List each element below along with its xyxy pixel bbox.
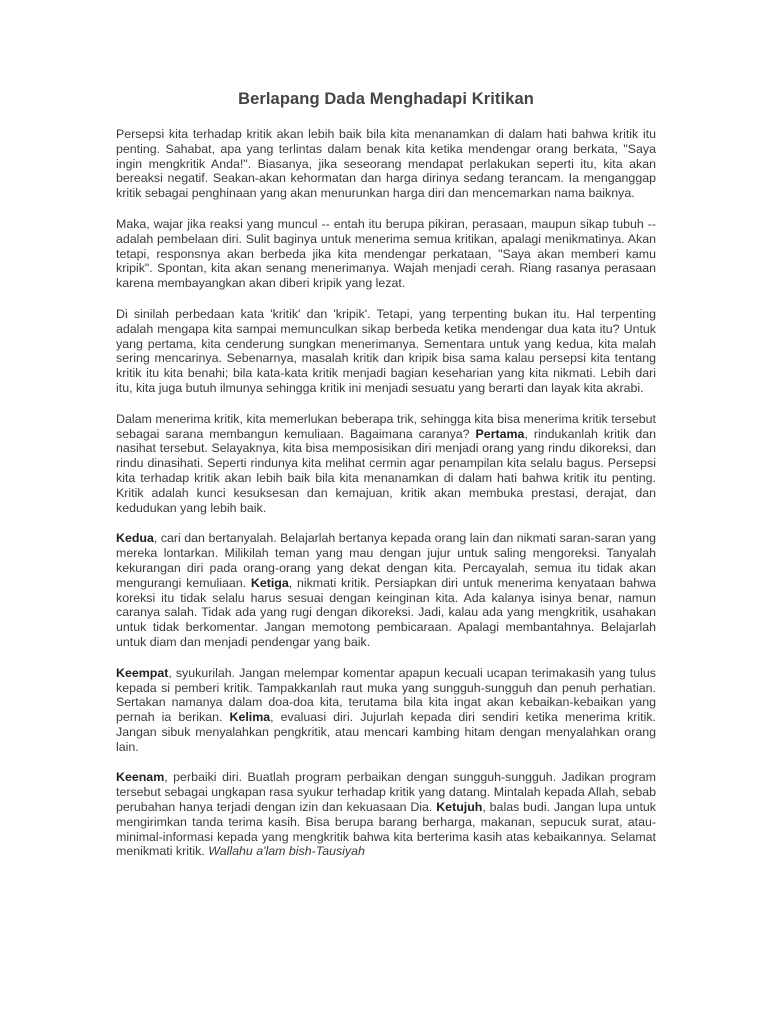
document-page: [116, 90, 656, 875]
paragraph-2: Maka, wajar jika reaksi yang muncul -- entah itu berupa pikiran, perasaan, maupun sikap tubuh -- adalah pembelaan diri. Sulit baginya untuk menerima semua kritikan, apalagi menikmatinya. Akan tetapi, responsnya akan berbeda jika kita mendengar perkataan, "Saya akan memberi kamu kripik". Spontan, kita akan senang menerimanya. Wajah menjadi cerah. Riang rasanya perasaan karena membayangkan akan diberi kripik yang lezat.: [116, 216, 656, 291]
keyword-ketujuh: Ketujuh: [436, 800, 483, 815]
keyword-keenam: Keenam: [116, 770, 165, 785]
keyword-keempat: Keempat: [116, 665, 169, 680]
paragraph-4-text: Dalam menerima kritik, kita memerlukan beberapa trik, sehingga kita bisa menerima kritik tersebut sebagai sarana membangun kemuliaan. Bagaimana caranya?: [116, 411, 656, 441]
closing-phrase: Wallahu a'lam bish-Tausiyah: [208, 844, 365, 859]
paragraph-6-text: , evaluasi diri. Jujurlah kepada diri sendiri ketika menerima kritik. Jangan sibuk menyalahkan pengkritik, atau mencari kambing hitam dengan menyalahkan orang lain.: [116, 710, 656, 754]
paragraph-5: [116, 531, 656, 649]
paragraph-7-text: , balas budi. Jangan lupa untuk mengirimkan tanda terima kasih. Bisa berupa barang berharga, makanan, sepucuk surat, atau-minimal-informasi kepada yang mengkritik bahwa kita berterima kasih atas kebaikannya. Selamat menikmati kritik.: [116, 800, 656, 859]
paragraph-6-text: , syukurilah. Jangan melempar komentar apapun kecuali ucapan terimakasih yang tulus kepada si pemberi kritik. Tampakkanlah raut muka yang sungguh-sungguh dan penuh perhatian. Sertakan namanya dalam doa-doa kita, terutama bila kita ingat akan kebaikan-kebaikan yang pernah ia berikan.: [116, 665, 656, 725]
paragraph-1: Persepsi kita terhadap kritik akan lebih baik bila kita menanamkan di dalam hati bahwa kritik itu penting. Sahabat, apa yang terlintas dalam benak kita ketika mendengar orang berkata, "Saya ingin mengkritik Anda!". Biasanya, jika seseorang mendapat perlakukan seperti itu, kita akan bereaksi negatif. Seakan-akan kehormatan dan harga dirinya sedang terancam. Ia menganggap kritik sebagai penghinaan yang akan menurunkan harga diri dan mencemarkan nama baiknya.: [116, 127, 656, 201]
paragraph-5-text: , cari dan bertanyalah. Belajarlah bertanya kepada orang lain dan nikmati saran-saran yang mereka lontarkan. Milikilah teman yang mau dengan jujur untuk saling mengoreksi. Tanyalah kekurangan diri pada orang-orang yang dekat dengan kita. Percayalah, semua itu tidak akan mengurangi kemuliaan.: [116, 531, 656, 590]
paragraph-5-text: , nikmati kritik. Persiapkan diri untuk menerima kenyataan bahwa koreksi itu tidak selalu harus sesuai dengan keinginan kita. Ada kalanya isinya benar, namun caranya salah. Tidak ada yang rugi dengan dikoreksi. Jadi, kalau ada yang mengkritik, usahakan untuk tidak berkomentar. Jangan memotong pembicaraan. Apalagi membantahnya. Belajarlah untuk diam dan menjadi pendengar yang baik.: [116, 575, 656, 649]
keyword-ketiga: Ketiga: [250, 575, 289, 590]
paragraph-6: [116, 666, 656, 755]
paragraph-7: [116, 770, 656, 859]
keyword-pertama: Pertama: [475, 426, 525, 441]
paragraph-4-text: , rindukanlah kritik dan nasihat tersebut. Selayaknya, kita bisa memposisikan diri menjadi orang yang rindu dikoreksi, dan rindu dinasihati. Seperti rindunya kita melihat cermin agar penampilan kita selalu bagus. Persepsi kita terhadap kritik akan lebih baik bila kita menanamkan di dalam hati bahwa kritik itu penting. Kritik adalah kunci kesuksesan dan kemajuan, kritik akan membuka prestasi, derajat, dan kedudukan yang lebih baik.: [116, 426, 656, 515]
page-title: Berlapang Dada Menghadapi Kritikan: [238, 90, 534, 108]
paragraph-4: [116, 412, 656, 516]
keyword-kelima: Kelima: [229, 710, 271, 725]
paragraph-3: Di sinilah perbedaan kata 'kritik' dan 'kripik'. Tetapi, yang terpenting bukan itu. Hal terpenting adalah mengapa kita sampai memunculkan sikap berbeda ketika mendengar dua kata itu? Untuk yang pertama, kita cenderung sungkan menerimanya. Sementara untuk yang kedua, kita malah sering mencarinya. Sebenarnya, masalah kritik dan kripik bisa sama kalau persepsi kita tentang kritik itu kita benahi; bila kata-kata kritik menjadi bagian keseharian yang kita nikmati. Lebih dari itu, kita juga butuh ilmunya sehingga kritik ini menjadi sesuatu yang berarti dan layak kita akrabi.: [116, 306, 656, 395]
paragraph-7-text: , perbaiki diri. Buatlah program perbaikan dengan sungguh-sungguh. Jadikan program tersebut sebagai ungkapan rasa syukur terhadap kritik yang datang. Mintalah kepada Allah, sebab perubahan hanya terjadi dengan izin dan kekuasaan Dia.: [116, 770, 656, 815]
keyword-kedua: Kedua: [116, 531, 154, 546]
